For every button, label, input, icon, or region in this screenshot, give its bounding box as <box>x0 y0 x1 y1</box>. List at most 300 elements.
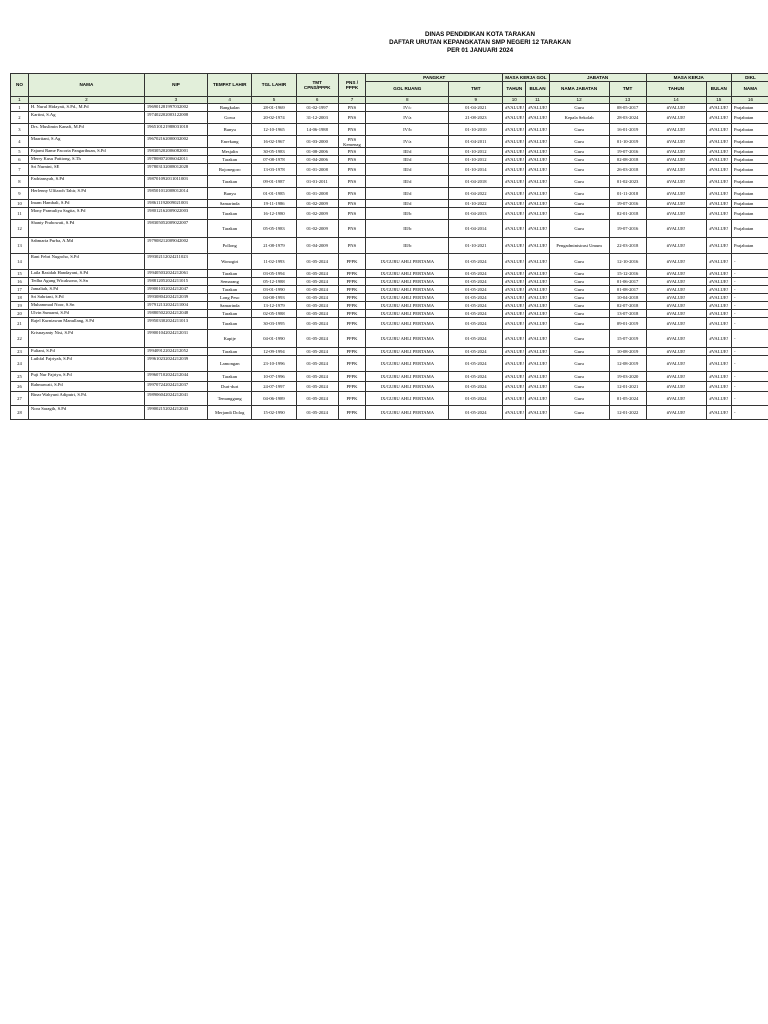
cell-gol-ruang: III/d <box>366 188 449 200</box>
cell-nama: Sabmaria Purba, A.Md <box>28 238 144 254</box>
cell-mk-gol-tahun: #VALUE! <box>503 286 526 294</box>
cell-tempat-lahir: Semarang <box>208 278 252 286</box>
cell-mk-gol-bulan: #VALUE! <box>526 356 549 372</box>
cell-mk-gol-tahun: #VALUE! <box>503 270 526 278</box>
cell-nama: Fadriansyah, S.Pd <box>28 176 144 188</box>
table-row <box>11 392 768 406</box>
cell-no: 13 <box>11 238 29 254</box>
cell-gol-ruang: IV/c <box>366 104 449 112</box>
col-header-bulan: BULAN <box>526 82 549 97</box>
cell-tmt-jabatan: 19-07-2016 <box>609 148 646 156</box>
cell-nama-jabatan: Guru <box>549 302 609 310</box>
cell-mk-bulan: #VALUE! <box>706 372 731 382</box>
cell-no: 4 <box>11 136 29 148</box>
table-row <box>11 356 768 372</box>
cell-nama-jabatan: Guru <box>549 372 609 382</box>
cell-mk-gol-bulan: #VALUE! <box>526 330 549 348</box>
cell-tempat-lahir: Lamongan <box>208 356 252 372</box>
cell-mk-tahun: #VALUE! <box>646 148 706 156</box>
cell-mk-tahun: #VALUE! <box>646 382 706 392</box>
cell-diklat: Prajabatan <box>731 176 768 188</box>
cell-tmt-cpns: 01-02-2009 <box>296 208 338 220</box>
column-number-row <box>11 97 768 104</box>
cell-tempat-lahir: Mesjalin <box>208 148 252 156</box>
cell-mk-gol-bulan: #VALUE! <box>526 220 549 238</box>
cell-nip: 197808072006042011 <box>144 156 207 164</box>
cell-tempat-lahir: Long Peso <box>208 294 252 302</box>
cell-tempat-lahir: Tarakan <box>208 286 252 294</box>
cell-mk-gol-tahun: #VALUE! <box>503 348 526 356</box>
cell-nama-jabatan: Guru <box>549 254 609 270</box>
cell-gol-ruang: IX/GURU AHLI PERTAMA <box>366 278 449 286</box>
cell-pns-pppk: PNS <box>338 156 365 164</box>
cell-tgl-lahir: 09-01-1987 <box>252 176 296 188</box>
cell-tmt-cpns: 14-06-1988 <box>296 124 338 136</box>
cell-nama-jabatan: Guru <box>549 318 609 330</box>
cell-tmt-pangkat: 01-05-2024 <box>449 330 503 348</box>
cell-tmt-cpns: 31-12-2003 <box>296 112 338 124</box>
cell-tgl-lahir: 13-03-1978 <box>252 164 296 176</box>
cell-pns-pppk: PNS <box>338 188 365 200</box>
cell-mk-bulan: #VALUE! <box>706 164 731 176</box>
cell-diklat: Prajabatan <box>731 164 768 176</box>
col-header-tmt: TMT <box>449 82 503 97</box>
cell-nip: 198305202006082001 <box>144 148 207 156</box>
table-row <box>11 156 768 164</box>
cell-nip: 198906042024212041 <box>144 392 207 406</box>
cell-diklat: - <box>731 286 768 294</box>
cell-diklat: - <box>731 294 768 302</box>
cell-no: 28 <box>11 406 29 420</box>
col-header-diklat: DIKL <box>731 74 768 82</box>
cell-diklat: - <box>731 302 768 310</box>
cell-nama-jabatan: Guru <box>549 406 609 420</box>
cell-tmt-pangkat: 01-10-2010 <box>449 124 503 136</box>
cell-tmt-cpns: 01-05-2024 <box>296 270 338 278</box>
cell-pns-pppk: PPPK <box>338 286 365 294</box>
table-row <box>11 200 768 208</box>
cell-gol-ruang: IX/GURU AHLI PERTAMA <box>366 302 449 310</box>
cell-nama: Rahmawati, S.Pd <box>28 382 144 392</box>
cell-mk-bulan: #VALUE! <box>706 270 731 278</box>
table-row <box>11 164 768 176</box>
cell-nama: Fajarni Rame Pacoria Pangaribuan, S.Pd <box>28 148 144 156</box>
cell-mk-gol-bulan: #VALUE! <box>526 372 549 382</box>
cell-mk-tahun: #VALUE! <box>646 348 706 356</box>
cell-nip: 198305052009022007 <box>144 220 207 238</box>
cell-mk-gol-bulan: #VALUE! <box>526 294 549 302</box>
cell-nip: 199001032024212047 <box>144 286 207 294</box>
table-row <box>11 372 768 382</box>
cell-diklat: - <box>731 318 768 330</box>
cell-gol-ruang: IX/GURU AHLI PERTAMA <box>366 356 449 372</box>
cell-tmt-jabatan: 12-01-2022 <box>609 406 646 420</box>
cell-mk-bulan: #VALUE! <box>706 356 731 372</box>
cell-tmt-cpns: 01-05-2024 <box>296 278 338 286</box>
cell-tempat-lahir: Temanggung <box>208 392 252 406</box>
cell-mk-gol-bulan: #VALUE! <box>526 136 549 148</box>
cell-tmt-jabatan: 19-07-2016 <box>609 220 646 238</box>
cell-tgl-lahir: 19-11-1986 <box>252 200 296 208</box>
cell-mk-tahun: #VALUE! <box>646 208 706 220</box>
cell-pns-pppk: PNS <box>338 124 365 136</box>
cell-tmt-cpns: 01-08-2006 <box>296 148 338 156</box>
cell-pns-pppk: PPPK <box>338 302 365 310</box>
cell-mk-gol-tahun: #VALUE! <box>503 208 526 220</box>
col-header-masa-kerja-gol: MASA KERJA GOL <box>503 74 549 82</box>
cell-tmt-cpns: 01-05-2024 <box>296 254 338 270</box>
cell-tmt-cpns: 01-01-2008 <box>296 164 338 176</box>
cell-tmt-jabatan: 10-08-2019 <box>609 348 646 356</box>
cell-mk-gol-bulan: #VALUE! <box>526 254 549 270</box>
cell-no: 21 <box>11 318 29 330</box>
cell-nip: 196702162000032002 <box>144 136 207 148</box>
cell-tmt-jabatan: 01-02-2023 <box>609 176 646 188</box>
cell-pns-pppk: PPPK <box>338 372 365 382</box>
cell-gol-ruang: III/b <box>366 238 449 254</box>
cell-mk-bulan: #VALUE! <box>706 112 731 124</box>
cell-gol-ruang: III/d <box>366 176 449 188</box>
col-header-nip: NIP <box>144 74 207 97</box>
col-header-nama-jabatan: NAMA JABATAN <box>549 82 609 97</box>
cell-mk-gol-bulan: #VALUE! <box>526 310 549 318</box>
cell-tmt-jabatan: 01-08-2017 <box>609 286 646 294</box>
cell-tmt-pangkat: 01-05-2024 <box>449 310 503 318</box>
cell-gol-ruang: III/d <box>366 156 449 164</box>
cell-mk-tahun: #VALUE! <box>646 136 706 148</box>
cell-tmt-pangkat: 21-08-2023 <box>449 112 503 124</box>
col-header-tmt-cpns: TMT CPNS/PPPK <box>296 74 338 97</box>
cell-tempat-lahir: Tarakan <box>208 220 252 238</box>
cell-tgl-lahir: 24-07-1997 <box>252 382 296 392</box>
column-number: 11 <box>526 97 549 104</box>
cell-tmt-pangkat: 01-05-2024 <box>449 302 503 310</box>
cell-diklat: - <box>731 372 768 382</box>
cell-tempat-lahir: Bunyu <box>208 124 252 136</box>
cell-no: 10 <box>11 200 29 208</box>
cell-nama-jabatan: Guru <box>549 124 609 136</box>
cell-no: 8 <box>11 176 29 188</box>
cell-tmt-jabatan: 22-03-2018 <box>609 238 646 254</box>
cell-tmt-pangkat: 01-04-2014 <box>449 220 503 238</box>
cell-mk-gol-bulan: #VALUE! <box>526 278 549 286</box>
column-number: 14 <box>646 97 706 104</box>
cell-nip: 197912132024211004 <box>144 302 207 310</box>
column-number: 5 <box>252 97 296 104</box>
cell-nama: Drs. Muslimin Kanafi, M.Pd <box>28 124 144 136</box>
cell-diklat: - <box>731 310 768 318</box>
cell-nama: Tedha Agung Wicaksono, S.Sn <box>28 278 144 286</box>
cell-tgl-lahir: 01-01-1985 <box>252 188 296 200</box>
cell-mk-tahun: #VALUE! <box>646 302 706 310</box>
cell-tmt-jabatan: 16-01-2019 <box>609 124 646 136</box>
cell-nama: Imam Hambali, S.Pd <box>28 200 144 208</box>
cell-nama: Ulvin Sumarni, S.Pd <box>28 310 144 318</box>
cell-tmt-jabatan: 01-10-2019 <box>609 136 646 148</box>
cell-nama: Laila Rasidah Handayani, S.Pd <box>28 270 144 278</box>
cell-mk-gol-tahun: #VALUE! <box>503 176 526 188</box>
cell-nama-jabatan: Guru <box>549 278 609 286</box>
cell-gol-ruang: IX/GURU AHLI PERTAMA <box>366 294 449 302</box>
cell-mk-gol-bulan: #VALUE! <box>526 318 549 330</box>
cell-tempat-lahir: Duri-duri <box>208 382 252 392</box>
cell-mk-bulan: #VALUE! <box>706 220 731 238</box>
cell-pns-pppk: PPPK <box>338 294 365 302</box>
cell-no: 7 <box>11 164 29 176</box>
cell-mk-bulan: #VALUE! <box>706 406 731 420</box>
cell-nama: Jamaliah, S.Pd <box>28 286 144 294</box>
cell-tgl-lahir: 05-05-1983 <box>252 220 296 238</box>
cell-nip: 199610232024212039 <box>144 356 207 372</box>
cell-pns-pppk: PPPK <box>338 348 365 356</box>
cell-mk-gol-bulan: #VALUE! <box>526 286 549 294</box>
col-header-pangkat: PANGKAT <box>366 74 503 82</box>
cell-gol-ruang: IX/GURU AHLI PERTAMA <box>366 254 449 270</box>
cell-mk-gol-tahun: #VALUE! <box>503 294 526 302</box>
cell-pns-pppk: PNS <box>338 238 365 254</box>
col-header-tahun: TAHUN <box>503 82 526 97</box>
cell-mk-tahun: #VALUE! <box>646 164 706 176</box>
cell-gol-ruang: IX/GURU AHLI PERTAMA <box>366 286 449 294</box>
cell-mk-gol-tahun: #VALUE! <box>503 302 526 310</box>
cell-tmt-jabatan: 19-03-2020 <box>609 372 646 382</box>
cell-no: 20 <box>11 310 29 318</box>
cell-tgl-lahir: 30-03-1995 <box>252 318 296 330</box>
cell-tempat-lahir: Tarakan <box>208 270 252 278</box>
cell-no: 23 <box>11 348 29 356</box>
column-number: 16 <box>731 97 768 104</box>
cell-nama: Merry Kusu Pattiong, S.Th <box>28 156 144 164</box>
cell-diklat: - <box>731 406 768 420</box>
cell-diklat: Prajabatan <box>731 188 768 200</box>
col-header-nama: NAMA <box>28 74 144 97</box>
cell-tgl-lahir: 04-08-1993 <box>252 294 296 302</box>
cell-tmt-pangkat: 01-05-2024 <box>449 294 503 302</box>
cell-tgl-lahir: 30-05-1983 <box>252 148 296 156</box>
cell-nip: 197402202003122008 <box>144 112 207 124</box>
cell-tmt-cpns: 01-05-2024 <box>296 294 338 302</box>
table-row <box>11 148 768 156</box>
column-number: 15 <box>706 97 731 104</box>
table-row <box>11 208 768 220</box>
cell-gol-ruang: IX/GURU AHLI PERTAMA <box>366 406 449 420</box>
cell-tmt-jabatan: 02-01-2018 <box>609 208 646 220</box>
cell-gol-ruang: III/b <box>366 208 449 220</box>
cell-nip: 199405032024212061 <box>144 270 207 278</box>
cell-mk-bulan: #VALUE! <box>706 136 731 148</box>
cell-nama-jabatan: Guru <box>549 356 609 372</box>
cell-tgl-lahir: 15-02-1990 <box>252 406 296 420</box>
table-row <box>11 238 768 254</box>
cell-tgl-lahir: 20-02-1974 <box>252 112 296 124</box>
cell-tgl-lahir: 16-12-1980 <box>252 208 296 220</box>
cell-nip: 199002152024212043 <box>144 406 207 420</box>
cell-tgl-lahir: 21-08-1979 <box>252 238 296 254</box>
cell-mk-tahun: #VALUE! <box>646 254 706 270</box>
cell-nama-jabatan: Guru <box>549 200 609 208</box>
cell-tmt-pangkat: 01-05-2024 <box>449 278 503 286</box>
cell-tmt-pangkat: 01-10-2012 <box>449 156 503 164</box>
cell-diklat: Prajabatan <box>731 148 768 156</box>
cell-gol-ruang: IX/GURU AHLI PERTAMA <box>366 382 449 392</box>
cell-pns-pppk: PNS <box>338 112 365 124</box>
cell-nama: Luthfal Fajriyah, S.Pd <box>28 356 144 372</box>
cell-mk-gol-bulan: #VALUE! <box>526 302 549 310</box>
cell-tgl-lahir: 03-05-1994 <box>252 270 296 278</box>
cell-tmt-pangkat: 01-05-2024 <box>449 348 503 356</box>
cell-tmt-jabatan: 19-07-2016 <box>609 200 646 208</box>
cell-mk-bulan: #VALUE! <box>706 318 731 330</box>
cell-pns-pppk: PPPK <box>338 356 365 372</box>
cell-nama: Shanty Prabowati, S.Pd <box>28 220 144 238</box>
cell-no: 15 <box>11 270 29 278</box>
cell-nama-jabatan: Guru <box>549 392 609 406</box>
cell-pns-pppk: PPPK <box>338 254 365 270</box>
cell-no: 14 <box>11 254 29 270</box>
cell-mk-bulan: #VALUE! <box>706 294 731 302</box>
cell-gol-ruang: IX/GURU AHLI PERTAMA <box>366 348 449 356</box>
cell-mk-bulan: #VALUE! <box>706 286 731 294</box>
cell-tmt-jabatan: 26-03-2018 <box>609 164 646 176</box>
cell-diklat: - <box>731 356 768 372</box>
cell-tmt-pangkat: 01-10-2021 <box>449 238 503 254</box>
cell-mk-gol-tahun: #VALUE! <box>503 164 526 176</box>
cell-nama: Rani Febri Nugroho, S.Pd <box>28 254 144 270</box>
cell-mk-tahun: #VALUE! <box>646 188 706 200</box>
cell-tempat-lahir: Tarakan <box>208 156 252 164</box>
cell-mk-gol-bulan: #VALUE! <box>526 348 549 356</box>
cell-nip: 197908212009042002 <box>144 238 207 254</box>
cell-mk-gol-bulan: #VALUE! <box>526 112 549 124</box>
cell-diklat: Prajabatan <box>731 220 768 238</box>
cell-mk-gol-tahun: #VALUE! <box>503 238 526 254</box>
cell-tmt-pangkat: 01-05-2024 <box>449 286 503 294</box>
table-row <box>11 254 768 270</box>
cell-tmt-cpns: 01-05-2024 <box>296 372 338 382</box>
cell-mk-tahun: #VALUE! <box>646 286 706 294</box>
cell-nama-jabatan: Guru <box>549 208 609 220</box>
table-row <box>11 294 768 302</box>
cell-nama-jabatan: Guru <box>549 310 609 318</box>
cell-gol-ruang: IX/GURU AHLI PERTAMA <box>366 372 449 382</box>
cell-nama: Puji Nur Fajriya, S.Pd <box>28 372 144 382</box>
cell-no: 17 <box>11 286 29 294</box>
cell-nama: Mony Pramuliya Sagita, S.Pd <box>28 208 144 220</box>
cell-tgl-lahir: 04-06-1989 <box>252 392 296 406</box>
cell-mk-gol-tahun: #VALUE! <box>503 104 526 112</box>
cell-tempat-lahir: Tarakan <box>208 208 252 220</box>
cell-mk-bulan: #VALUE! <box>706 330 731 348</box>
cell-tmt-pangkat: 01-05-2024 <box>449 382 503 392</box>
cell-nama-jabatan: Guru <box>549 188 609 200</box>
cell-gol-ruang: III/d <box>366 148 449 156</box>
cell-mk-gol-tahun: #VALUE! <box>503 156 526 164</box>
cell-tempat-lahir: Samarinda <box>208 200 252 208</box>
col-header-no: NO <box>11 74 29 97</box>
cell-tgl-lahir: 07-08-1978 <box>252 156 296 164</box>
cell-mk-gol-tahun: #VALUE! <box>503 254 526 270</box>
cell-mk-tahun: #VALUE! <box>646 278 706 286</box>
cell-tgl-lahir: 04-01-1990 <box>252 330 296 348</box>
cell-mk-tahun: #VALUE! <box>646 200 706 208</box>
table-row <box>11 104 768 112</box>
cell-tmt-cpns: 01-05-2024 <box>296 286 338 294</box>
cell-tmt-pangkat: 01-04-2011 <box>449 136 503 148</box>
cell-tempat-lahir: Tarakan <box>208 372 252 382</box>
cell-mk-gol-tahun: #VALUE! <box>503 356 526 372</box>
cell-diklat: - <box>731 348 768 356</box>
cell-mk-tahun: #VALUE! <box>646 330 706 348</box>
cell-tgl-lahir: 12-10-1965 <box>252 124 296 136</box>
cell-tempat-lahir: Bojonegoro <box>208 164 252 176</box>
cell-tmt-cpns: 01-02-2009 <box>296 220 338 238</box>
cell-tmt-jabatan: 12-01-2021 <box>609 382 646 392</box>
column-number: 10 <box>503 97 526 104</box>
cell-gol-ruang: III/d <box>366 164 449 176</box>
cell-pns-pppk: PPPK <box>338 318 365 330</box>
cell-nama: Krisnayanty Nisi, S.Pd <box>28 330 144 348</box>
cell-mk-tahun: #VALUE! <box>646 112 706 124</box>
col-header-jabatan: JABATAN <box>549 74 646 82</box>
table-row <box>11 406 768 420</box>
cell-tmt-jabatan: 08-05-2017 <box>609 104 646 112</box>
cell-pns-pppk: PPPK <box>338 310 365 318</box>
column-number: 4 <box>208 97 252 104</box>
cell-pns-pppk: PNS <box>338 176 365 188</box>
cell-mk-tahun: #VALUE! <box>646 176 706 188</box>
cell-no: 3 <box>11 124 29 136</box>
table-row <box>11 310 768 318</box>
cell-no: 25 <box>11 372 29 382</box>
cell-nama-jabatan: Guru <box>549 294 609 302</box>
cell-tempat-lahir: Tarakan <box>208 176 252 188</box>
cell-mk-tahun: #VALUE! <box>646 356 706 372</box>
cell-gol-ruang: IX/GURU AHLI PERTAMA <box>366 330 449 348</box>
cell-mk-gol-bulan: #VALUE! <box>526 148 549 156</box>
cell-gol-ruang: III/d <box>366 200 449 208</box>
cell-pns-pppk: PPPK <box>338 406 365 420</box>
cell-tmt-cpns: 01-05-2024 <box>296 406 338 420</box>
cell-mk-bulan: #VALUE! <box>706 382 731 392</box>
cell-pns-pppk: PPPK <box>338 392 365 406</box>
cell-tgl-lahir: 28-01-1969 <box>252 104 296 112</box>
cell-nama-jabatan: Kepala Sekolah <box>549 112 609 124</box>
cell-tmt-cpns: 01-05-2024 <box>296 302 338 310</box>
cell-tempat-lahir: Wonogiri <box>208 254 252 270</box>
cell-mk-gol-tahun: #VALUE! <box>503 188 526 200</box>
cell-tmt-cpns: 01-02-2009 <box>296 200 338 208</box>
cell-pns-pppk: PPPK <box>338 278 365 286</box>
column-number: 13 <box>609 97 646 104</box>
cell-nama-jabatan: Guru <box>549 348 609 356</box>
cell-mk-tahun: #VALUE! <box>646 318 706 330</box>
cell-tmt-pangkat: 01-05-2024 <box>449 356 503 372</box>
col-header-diklat-nama: NAMA <box>731 82 768 97</box>
cell-tmt-cpns: 01-05-2024 <box>296 356 338 372</box>
cell-mk-bulan: #VALUE! <box>706 156 731 164</box>
cell-tgl-lahir: 03-01-1990 <box>252 286 296 294</box>
cell-tmt-cpns: 01-05-2024 <box>296 318 338 330</box>
cell-mk-gol-bulan: #VALUE! <box>526 392 549 406</box>
cell-nama: Kartini, S.Ag <box>28 112 144 124</box>
cell-nama: Muhammad Noor, S.Sn <box>28 302 144 310</box>
cell-nip: 198611192009021003 <box>144 200 207 208</box>
cell-mk-bulan: #VALUE! <box>706 254 731 270</box>
cell-diklat: - <box>731 330 768 348</box>
cell-tmt-cpns: 01-05-2024 <box>296 348 338 356</box>
cell-mk-gol-tahun: #VALUE! <box>503 148 526 156</box>
cell-mk-bulan: #VALUE! <box>706 200 731 208</box>
